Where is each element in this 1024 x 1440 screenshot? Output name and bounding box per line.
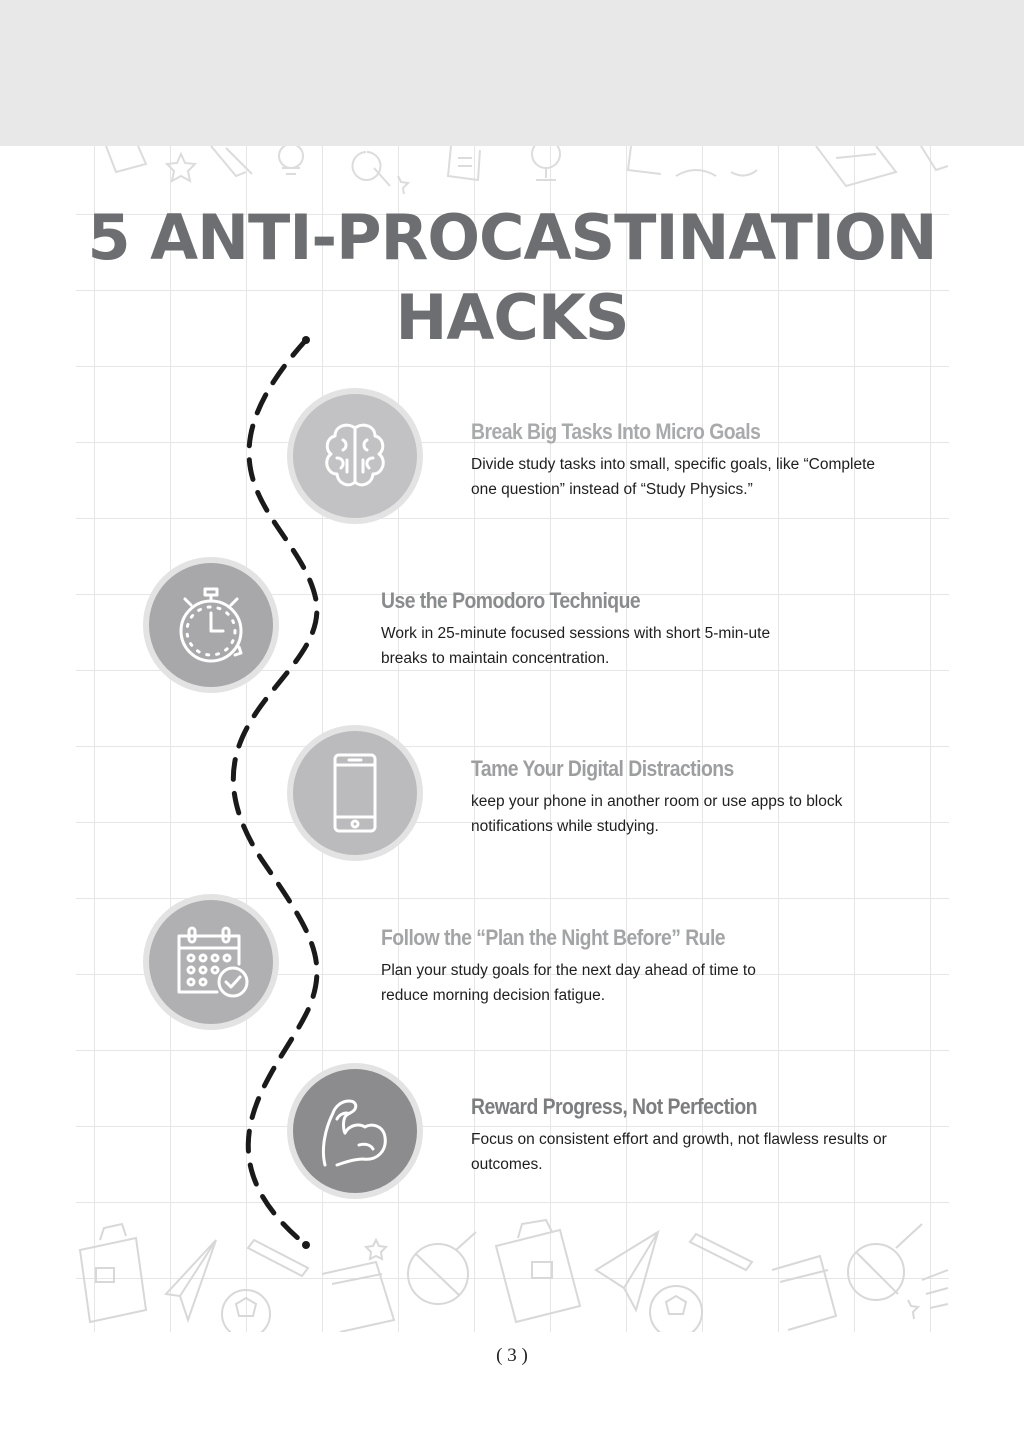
hack-2-description: Work in 25-minute focused sessions with short 5-min-ute breaks to maintain concentration. (381, 625, 771, 667)
flexed-arm-icon (313, 1089, 397, 1173)
smartphone-icon (313, 751, 397, 835)
title-line-2: HACKS (395, 281, 629, 354)
hack-5-heading: Reward Progress, Not Perfection (471, 1094, 757, 1119)
title-line-1: 5 ANTI-PROCASTINATION (87, 201, 937, 274)
doodle-strip-top (76, 146, 949, 194)
hack-3-description: keep your phone in another room or use apps to block notifications while studying. (471, 793, 843, 835)
top-band (0, 0, 1024, 146)
hack-3-badge (287, 725, 423, 861)
page-number: ( 3 ) (496, 1345, 528, 1366)
stopwatch-icon (169, 583, 253, 667)
hack-1 (471, 418, 891, 502)
calendar-check-icon (169, 920, 253, 1004)
hack-4-heading: Follow the “Plan the Night Before” Rule (381, 925, 726, 950)
hack-2 (381, 587, 791, 671)
hack-4 (381, 924, 801, 1008)
hack-1-heading: Break Big Tasks Into Micro Goals (471, 419, 761, 444)
hack-5-badge (287, 1063, 423, 1199)
hack-5-description: Focus on consistent effort and growth, not flawless results or outcomes. (471, 1131, 887, 1173)
hack-4-description: Plan your study goals for the next day ahead of time to reduce morning decision fatigue. (381, 962, 756, 1004)
hack-1-badge (287, 388, 423, 524)
hack-2-heading: Use the Pomodoro Technique (381, 588, 641, 613)
hack-5 (471, 1093, 891, 1177)
doodle-strip-bottom (76, 1210, 949, 1332)
hack-1-description: Divide study tasks into small, specific goals, like “Complete one question” instead of “Study Physics.” (471, 456, 876, 498)
hack-4-badge (143, 894, 279, 1030)
hack-3 (471, 755, 891, 839)
brain-icon (313, 414, 397, 498)
page-title (0, 198, 1024, 358)
hack-3-heading: Tame Your Digital Distractions (471, 756, 734, 781)
hack-2-badge (143, 557, 279, 693)
